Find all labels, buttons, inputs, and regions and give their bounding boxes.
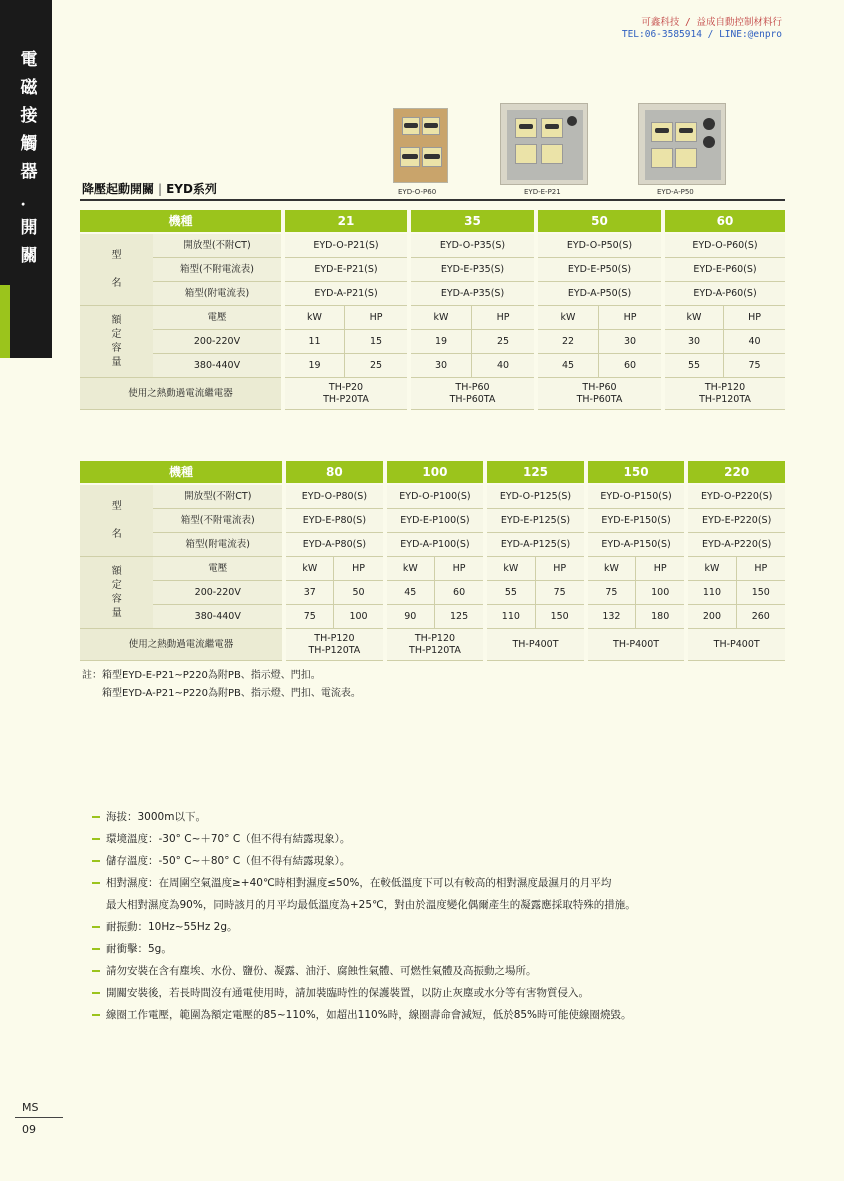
model-cell: EYD-O-P60(S) <box>665 234 785 258</box>
model-cell: EYD-A-P21(S) <box>285 282 407 306</box>
hp-value: 60 <box>599 354 661 378</box>
hp-value: 40 <box>724 330 785 354</box>
relay-cell: TH-P120 TH-P120TA <box>665 378 785 410</box>
relay-cell: TH-P60 TH-P60TA <box>538 378 661 410</box>
relay-cell: TH-P120 TH-P120TA <box>387 629 484 661</box>
model-cell: EYD-E-P125(S) <box>487 509 584 533</box>
model-cell: EYD-O-P100(S) <box>387 485 484 509</box>
spec-bullet-list <box>92 806 636 1026</box>
model-cell: EYD-A-P125(S) <box>487 533 584 557</box>
unit-kw: kW <box>588 557 636 581</box>
hp-value: 25 <box>345 354 407 378</box>
kw-value: 22 <box>538 330 599 354</box>
type-row-label: 箱型(附電流表) <box>153 533 282 557</box>
list-item: 海拔：3000m以下。 <box>92 806 636 828</box>
note-line: 註：箱型EYD-E-P21~P220為附PB、指示燈、門扣。 <box>82 670 321 681</box>
model-cell: EYD-O-P80(S) <box>286 485 383 509</box>
sidebar-title-char: 關 <box>20 246 38 266</box>
type-row-label: 箱型(附電流表) <box>153 282 281 306</box>
kw-value: 11 <box>285 330 345 354</box>
hp-value: 50 <box>334 581 382 605</box>
unit-kw: kW <box>387 557 435 581</box>
voltage-label: 電壓 <box>153 306 281 330</box>
list-item: 開關安裝後，若長時間沒有通電使用時，請加裝臨時性的保護裝置，以防止灰塵或水分等有害物質侵入。 <box>92 982 636 1004</box>
model-cell: EYD-O-P35(S) <box>411 234 534 258</box>
hp-value: 25 <box>472 330 534 354</box>
list-item: 請勿安裝在含有塵埃、水份、鹽份、凝露、油汙、腐蝕性氣體、可燃性氣體及高振動之場所。 <box>92 960 636 982</box>
sidebar-title-char: 接 <box>20 106 38 126</box>
unit-hp: HP <box>737 557 785 581</box>
photo-caption: EYD-A-P50 <box>657 188 694 196</box>
hp-value: 75 <box>724 354 785 378</box>
model-column-header: 60 <box>665 210 785 234</box>
kw-value: 110 <box>688 581 736 605</box>
unit-kw: kW <box>538 306 599 330</box>
voltage-row-label: 200-220V <box>153 330 281 354</box>
table-row <box>80 509 785 533</box>
footer-divider <box>15 1117 63 1118</box>
model-column-header: 50 <box>538 210 661 234</box>
unit-kw: kW <box>285 306 345 330</box>
list-item: 線圈工作電壓，範圍為額定電壓的85~110%，如超出110%時，線圈壽命會減短，低於85%時可能使線圈燒毀。 <box>92 1004 636 1026</box>
table-row <box>80 306 785 330</box>
table-row <box>80 282 785 306</box>
model-cell: EYD-E-P80(S) <box>286 509 383 533</box>
voltage-row-label: 200-220V <box>153 581 282 605</box>
hp-value: 40 <box>472 354 534 378</box>
unit-kw: kW <box>286 557 334 581</box>
model-column-header: 150 <box>588 461 685 485</box>
product-photo-box <box>500 103 588 185</box>
kw-value: 19 <box>285 354 345 378</box>
hp-value: 60 <box>435 581 483 605</box>
photo-caption: EYD-O-P60 <box>398 188 437 196</box>
table-row <box>80 557 785 581</box>
model-column-header: 35 <box>411 210 534 234</box>
list-item: 儲存溫度：-50° C~＋80° C（但不得有結露現象）。 <box>92 850 636 872</box>
unit-hp: HP <box>472 306 534 330</box>
kw-value: 75 <box>286 605 334 629</box>
kw-value: 19 <box>411 330 472 354</box>
kw-value: 37 <box>286 581 334 605</box>
unit-hp: HP <box>334 557 382 581</box>
table-row <box>80 378 785 410</box>
table-row <box>80 485 785 509</box>
relay-label: 使用之熱動過電流繼電器 <box>80 378 281 410</box>
unit-hp: HP <box>724 306 785 330</box>
model-column-header: 100 <box>387 461 484 485</box>
sidebar-title-char: 觸 <box>20 134 38 154</box>
sidebar-title-char: ． <box>20 190 38 210</box>
model-cell: EYD-A-P50(S) <box>538 282 661 306</box>
model-cell: EYD-A-P100(S) <box>387 533 484 557</box>
table-row <box>80 605 785 629</box>
type-row-label: 開放型(不附CT) <box>153 234 281 258</box>
model-cell: EYD-E-P21(S) <box>285 258 407 282</box>
model-cell: EYD-A-P220(S) <box>688 533 785 557</box>
unit-hp: HP <box>536 557 584 581</box>
capacity-label: 額 定 容 量 <box>80 306 153 378</box>
model-cell: EYD-A-P150(S) <box>588 533 685 557</box>
sidebar-accent <box>0 285 10 358</box>
relay-cell: TH-P400T <box>688 629 785 661</box>
relay-cell: TH-P400T <box>588 629 685 661</box>
unit-kw: kW <box>688 557 736 581</box>
sidebar-title-char: 磁 <box>20 78 38 98</box>
type-label: 型 名 <box>80 485 153 557</box>
model-column-header: 220 <box>688 461 785 485</box>
spec-table-2 <box>80 461 785 661</box>
table-row <box>80 354 785 378</box>
hp-value: 180 <box>636 605 684 629</box>
relay-cell: TH-P20 TH-P20TA <box>285 378 407 410</box>
note-line: 箱型EYD-A-P21~P220為附PB、指示燈、門扣、電流表。 <box>102 688 361 699</box>
hp-value: 15 <box>345 330 407 354</box>
model-cell: EYD-O-P125(S) <box>487 485 584 509</box>
photo-caption: EYD-E-P21 <box>524 188 561 196</box>
relay-label: 使用之熱動過電流繼電器 <box>80 629 282 661</box>
model-cell: EYD-E-P150(S) <box>588 509 685 533</box>
list-item: 環境溫度：-30° C~＋70° C（但不得有結露現象）。 <box>92 828 636 850</box>
list-item: 耐衝擊：5g。 <box>92 938 636 960</box>
kw-value: 55 <box>487 581 535 605</box>
sidebar-title <box>18 46 40 270</box>
model-cell: EYD-O-P21(S) <box>285 234 407 258</box>
model-cell: EYD-E-P220(S) <box>688 509 785 533</box>
voltage-label: 電壓 <box>153 557 282 581</box>
model-cell: EYD-O-P220(S) <box>688 485 785 509</box>
sidebar-title-char: 電 <box>20 50 38 70</box>
hp-value: 150 <box>737 581 785 605</box>
kw-value: 45 <box>387 581 435 605</box>
relay-cell: TH-P60 TH-P60TA <box>411 378 534 410</box>
relay-cell: TH-P400T <box>487 629 584 661</box>
voltage-row-label: 380-440V <box>153 354 281 378</box>
section-title-text: 降壓起動開關 <box>82 182 155 196</box>
model-column-header: 125 <box>487 461 584 485</box>
type-label: 型 名 <box>80 234 153 306</box>
kw-value: 45 <box>538 354 599 378</box>
hp-value: 125 <box>435 605 483 629</box>
header-company: 可鑫科技 / 益成自動控制材料行 <box>641 17 782 28</box>
model-cell: EYD-E-P50(S) <box>538 258 661 282</box>
table-row <box>80 330 785 354</box>
model-cell: EYD-O-P50(S) <box>538 234 661 258</box>
kw-value: 90 <box>387 605 435 629</box>
kw-value: 75 <box>588 581 636 605</box>
model-cell: EYD-A-P80(S) <box>286 533 383 557</box>
kw-value: 30 <box>665 330 724 354</box>
model-column-header: 80 <box>286 461 383 485</box>
hp-value: 100 <box>636 581 684 605</box>
list-item-continuation: 最大相對濕度為90%，同時該月的月平均最低溫度為+25℃，對由於溫度變化偶爾產生的凝露應採取特殊的措施。 <box>106 899 636 911</box>
model-header: 機種 <box>80 210 281 234</box>
table-row <box>80 581 785 605</box>
kw-value: 30 <box>411 354 472 378</box>
hp-value: 100 <box>334 605 382 629</box>
unit-hp: HP <box>636 557 684 581</box>
sidebar-title-char: 開 <box>20 218 38 238</box>
model-header: 機種 <box>80 461 282 485</box>
unit-hp: HP <box>345 306 407 330</box>
table-row <box>80 234 785 258</box>
table-row <box>80 629 785 661</box>
list-item: 耐振動：10Hz~55Hz 2g。 <box>92 916 636 938</box>
model-column-header: 21 <box>285 210 407 234</box>
type-row-label: 箱型(不附電流表) <box>153 509 282 533</box>
header-phone: TEL:06-3585914 / LINE:@enpro <box>621 29 782 40</box>
table-row <box>80 533 785 557</box>
kw-value: 110 <box>487 605 535 629</box>
unit-kw: kW <box>411 306 472 330</box>
footer-series: MS <box>22 1101 39 1114</box>
kw-value: 132 <box>588 605 636 629</box>
page-number: 09 <box>22 1123 36 1136</box>
list-item: 相對濕度：在周圍空氣溫度≥+40℃時相對濕度≤50%，在較低溫度下可以有較高的相對濕度最濕月的月平均 <box>92 872 636 894</box>
section-series: EYD系列 <box>166 182 217 196</box>
hp-value: 150 <box>536 605 584 629</box>
voltage-row-label: 380-440V <box>153 605 282 629</box>
header-contact <box>622 17 782 41</box>
unit-hp: HP <box>435 557 483 581</box>
kw-value: 55 <box>665 354 724 378</box>
model-cell: EYD-E-P35(S) <box>411 258 534 282</box>
type-row-label: 開放型(不附CT) <box>153 485 282 509</box>
sidebar-stripe <box>52 0 57 358</box>
model-cell: EYD-E-P60(S) <box>665 258 785 282</box>
hp-value: 75 <box>536 581 584 605</box>
section-title: 降壓起動開關 | EYD系列 <box>82 182 217 196</box>
sidebar-title-char: 器 <box>20 162 38 182</box>
table-row <box>80 258 785 282</box>
spec-table-1 <box>80 210 785 410</box>
model-cell: EYD-O-P150(S) <box>588 485 685 509</box>
model-cell: EYD-A-P35(S) <box>411 282 534 306</box>
unit-hp: HP <box>599 306 661 330</box>
relay-cell: TH-P120 TH-P120TA <box>286 629 383 661</box>
capacity-label: 額 定 容 量 <box>80 557 153 629</box>
product-photo-open <box>393 108 448 183</box>
model-cell: EYD-A-P60(S) <box>665 282 785 306</box>
kw-value: 200 <box>688 605 736 629</box>
type-row-label: 箱型(不附電流表) <box>153 258 281 282</box>
product-photo-box-ammeter <box>638 103 726 185</box>
unit-kw: kW <box>665 306 724 330</box>
hp-value: 260 <box>737 605 785 629</box>
unit-kw: kW <box>487 557 535 581</box>
table-notes <box>82 667 361 703</box>
model-cell: EYD-E-P100(S) <box>387 509 484 533</box>
title-divider <box>80 199 785 201</box>
hp-value: 30 <box>599 330 661 354</box>
